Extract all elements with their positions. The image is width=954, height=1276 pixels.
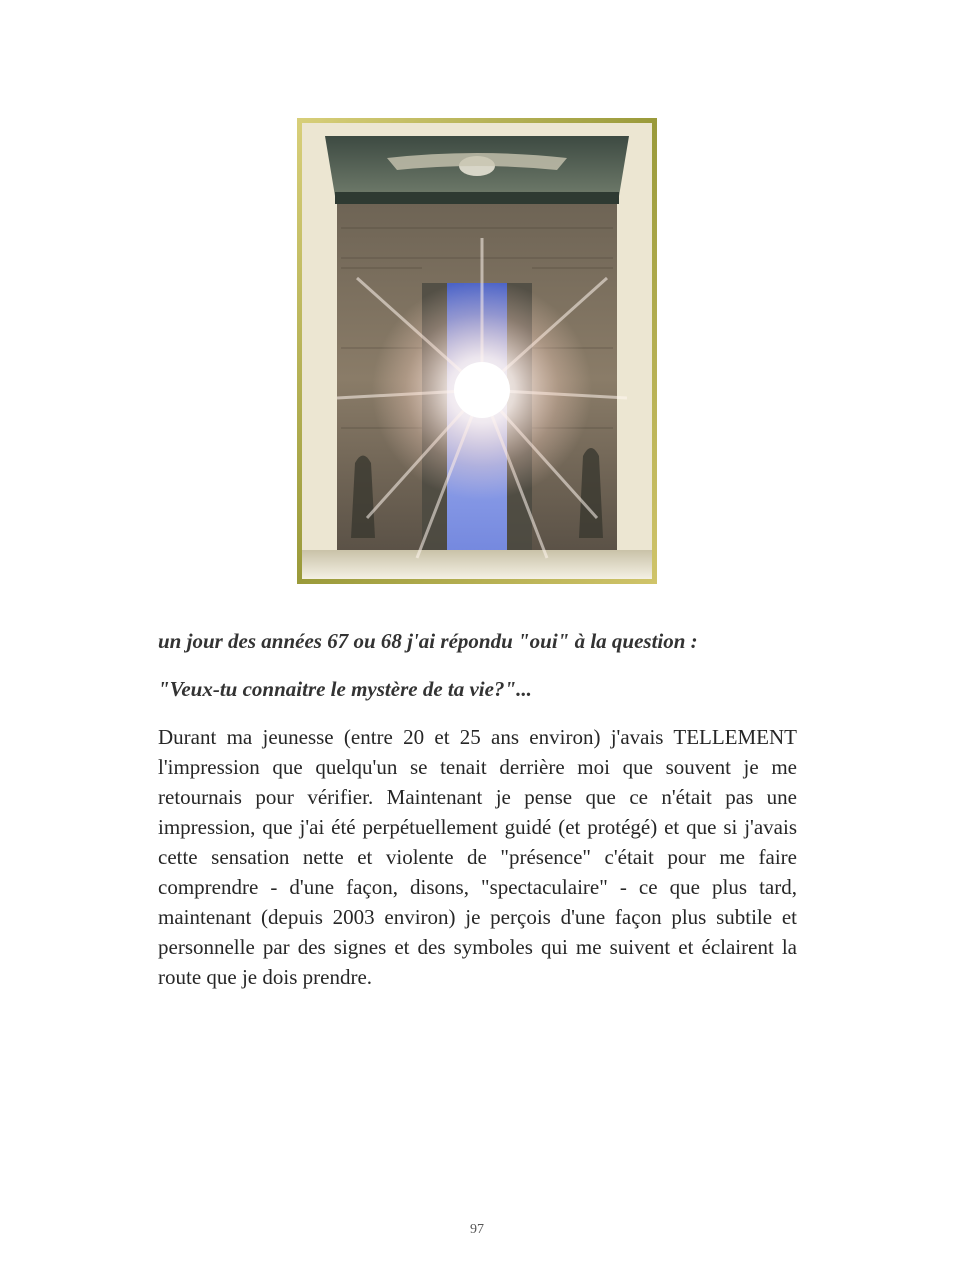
body-paragraph: Durant ma jeunesse (entre 20 et 25 ans environ) j'avais TELLEMENT l'impression que quelqu'un se tenait derrière moi que souvent je me retournais pour vérifier. Maintenant je pense que ce n'était pas une impression, que j'ai été perpétuellement guidé (et protégé) et que si j'avais cette sensation nette et violente de "présence" c'était pour me faire comprendre - d'une façon, disons, "spectaculaire" - ce que plus tard, maintenant (depuis 2003 environ) je perçois d'une façon plus subtile et personnelle par des signes et des symboles qui me suivent et éclairent la route que je dois prendre. [158, 725, 797, 989]
egyptian-temple-gate-icon [297, 118, 657, 584]
page-number: 97 [470, 1222, 484, 1237]
heading-line-1: un jour des années 67 ou 68 j'ai répondu "oui" à la question : [158, 629, 698, 653]
heading-line-2: "Veux-tu connaitre le mystère de ta vie?"... [158, 677, 532, 701]
temple-gate-illustration [297, 118, 657, 584]
